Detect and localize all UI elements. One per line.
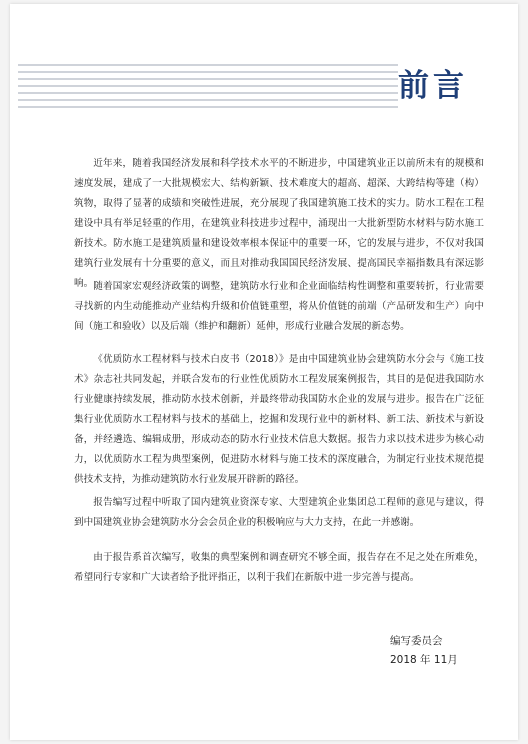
paragraph-2: 随着国家宏观经济政策的调整，建筑防水行业和企业面临结构性调整和重要转折，行业需要寻找新的内生动能推动产业结构升级和价值链重塑，将从价值链的前端（产品研发和生产）向中间（施工和验收）以及后端（维护和翻新）延伸，形成行业融合发展的新态势。: [74, 281, 484, 332]
paragraph-4: 报告编写过程中听取了国内建筑业资深专家、大型建筑企业集团总工程师的意见与建议，得到中国建筑业协会建筑防水分会会员企业的积极响应与大力支持，在此一并感谢。: [74, 497, 484, 528]
paragraph-3: 《优质防水工程材料与技术白皮书（2018）》是由中国建筑业协会建筑防水分会与《施工技术》杂志社共同发起，并联合发布的行业性优质防水工程发展案例报告，其目的是促进我国防水行业健康持续发展，推动防水技术创新，并最终带动我国防水企业的发展与进步。报告在广泛征集行业优质防水工程材料与技术的基础上，挖掘和发现行业中的新材料、新工法、新技术与新设备，并经遴选、编辑成册，形成动态的防水行业技术信息大数据。报告力求以技术进步为核心动力，以优质防水工程为典型案例，促进防水材料与施工技术的深度融合，为制定行业技术规范提供技术支持，为推动建筑防水行业发展开辟新的路径。: [74, 354, 484, 485]
document-page: [10, 4, 518, 740]
title-decoration-stripes: [18, 64, 398, 108]
signature-committee: 编写委员会: [390, 635, 443, 647]
paragraph-5: 由于报告系首次编写，收集的典型案例和调查研究不够全面，报告存在不足之处在所难免，希望同行专家和广大读者给予批评指正，以利于我们在新版中进一步完善与提高。: [74, 552, 484, 583]
signature-date: 2018 年 11月: [390, 654, 458, 666]
page-title: 前言: [398, 68, 468, 104]
paragraph-1: 近年来，随着我国经济发展和科学技术水平的不断进步，中国建筑业正以前所未有的规模和速度发展，建成了一大批规模宏大、结构新颖、技术难度大的超高、超深、大跨结构等建（构）筑物，取得了显著的成绩和突破性进展，充分展现了我国建筑施工技术的实力。防水工程在工程建设中具有举足轻重的作用，在建筑业科技进步过程中，涌现出一大批新型防水材料与防水施工新技术。防水施工是建筑质量和建设效率根本保证中的重要一环，它的发展与进步，不仅对我国建筑行业发展有十分重要的意义，而且对推动我国国民经济发展、提高国民幸福指数具有深远影响。: [74, 158, 484, 289]
